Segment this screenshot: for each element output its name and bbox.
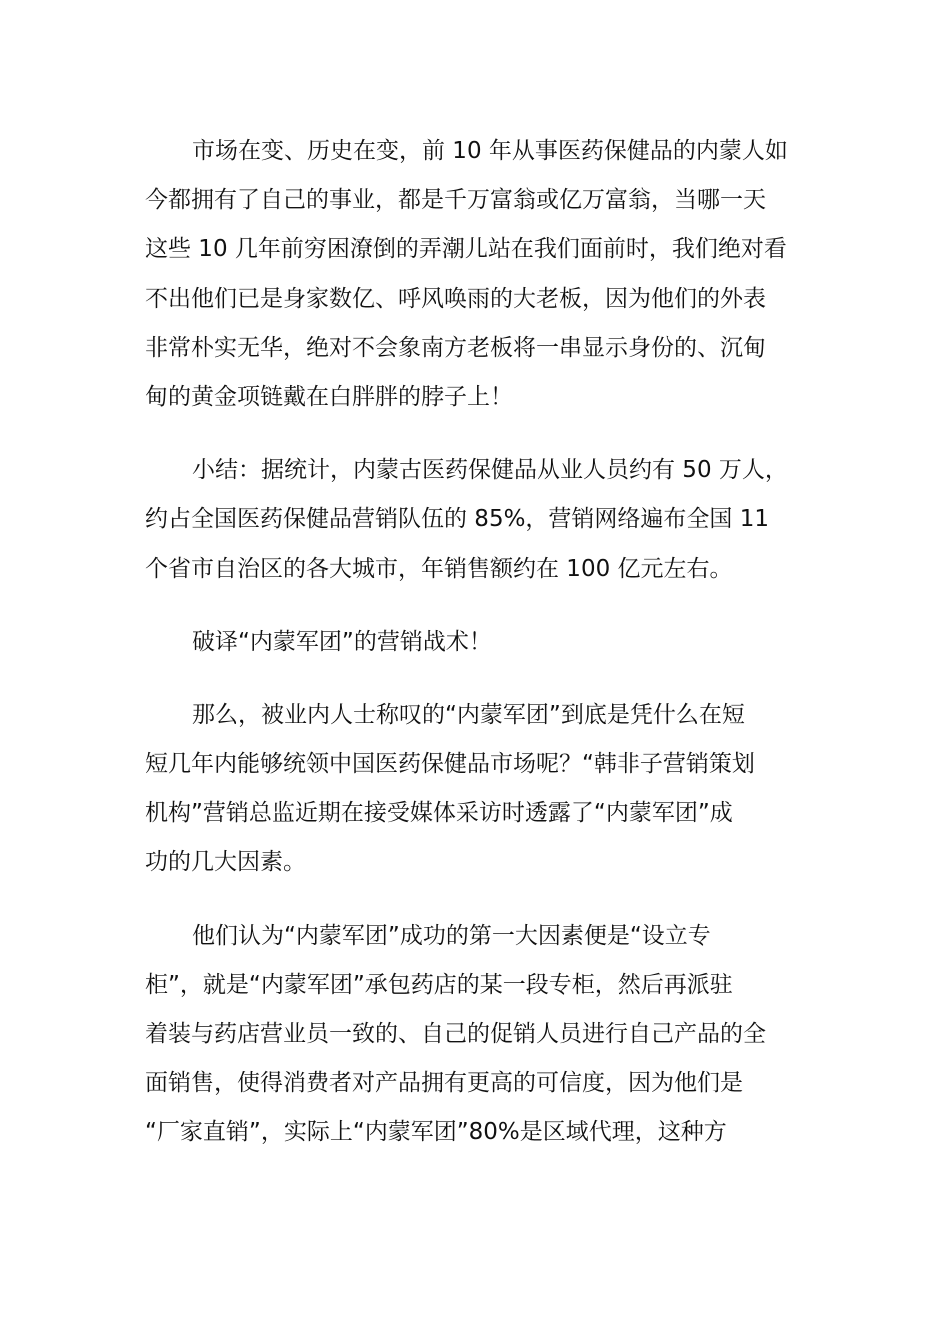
text-line: 面销售，使得消费者对产品拥有更高的可信度，因为他们是 [145,1070,743,1097]
text-line: 市场在变、历史在变，前 10 年从事医药保健品的内蒙人如 [192,138,788,164]
text-line: 约占全国医药保健品营销队伍的 85%，营销网络遍布全国 11 [145,506,770,533]
text-line: 功的几大因素。 [145,849,306,876]
paragraph-spacer [145,667,810,691]
text-line: 他们认为“内蒙军团”成功的第一大因素便是“设立专 [192,922,711,949]
text-line: 那么，被业内人士称叹的“内蒙军团”到底是凭什么在短 [192,701,745,728]
text-line: 机构”营销总监近期在接受媒体采访时透露了“内蒙军团”成 [145,800,733,827]
paragraph-spacer [145,888,810,912]
text-line: 个省市自治区的各大城市，年销售额约在 100 亿元左右。 [145,555,733,582]
section-heading [145,618,810,667]
text-line: 破译“内蒙军团”的营销战术！ [192,628,492,655]
text-line: 甸的黄金项链戴在白胖胖的脖子上！ [145,383,513,410]
text-line: 短几年内能够统领中国医药保健品市场呢？“韩非子营销策划 [145,751,755,778]
paragraph-spacer [145,594,810,618]
text-line: 柜”，就是“内蒙军团”承包药店的某一段专柜，然后再派驻 [145,971,733,998]
paragraph-4 [145,912,810,1158]
text-line: “厂家直销”，实际上“内蒙军团”80%是区域代理，这种方 [145,1119,727,1146]
text-line: 今都拥有了自己的事业，都是千万富翁或亿万富翁，当哪一天 [145,187,766,214]
text-line: 这些 10 几年前穷困潦倒的弄潮儿站在我们面前时，我们绝对看 [145,236,787,263]
paragraph-3 [145,691,810,888]
paragraph-spacer [145,422,810,446]
text-line: 小结：据统计，内蒙古医药保健品从业人员约有 50 万人， [192,457,788,484]
paragraph-2 [145,446,810,594]
text-line: 非常朴实无华，绝对不会象南方老板将一串显示身份的、沉甸 [145,334,766,361]
document-body [145,127,810,1158]
text-line: 不出他们已是身家数亿、呼风唤雨的大老板，因为他们的外表 [145,285,766,312]
text-line: 着装与药店营业员一致的、自己的促销人员进行自己产品的全 [145,1021,766,1047]
paragraph-1 [145,127,810,422]
